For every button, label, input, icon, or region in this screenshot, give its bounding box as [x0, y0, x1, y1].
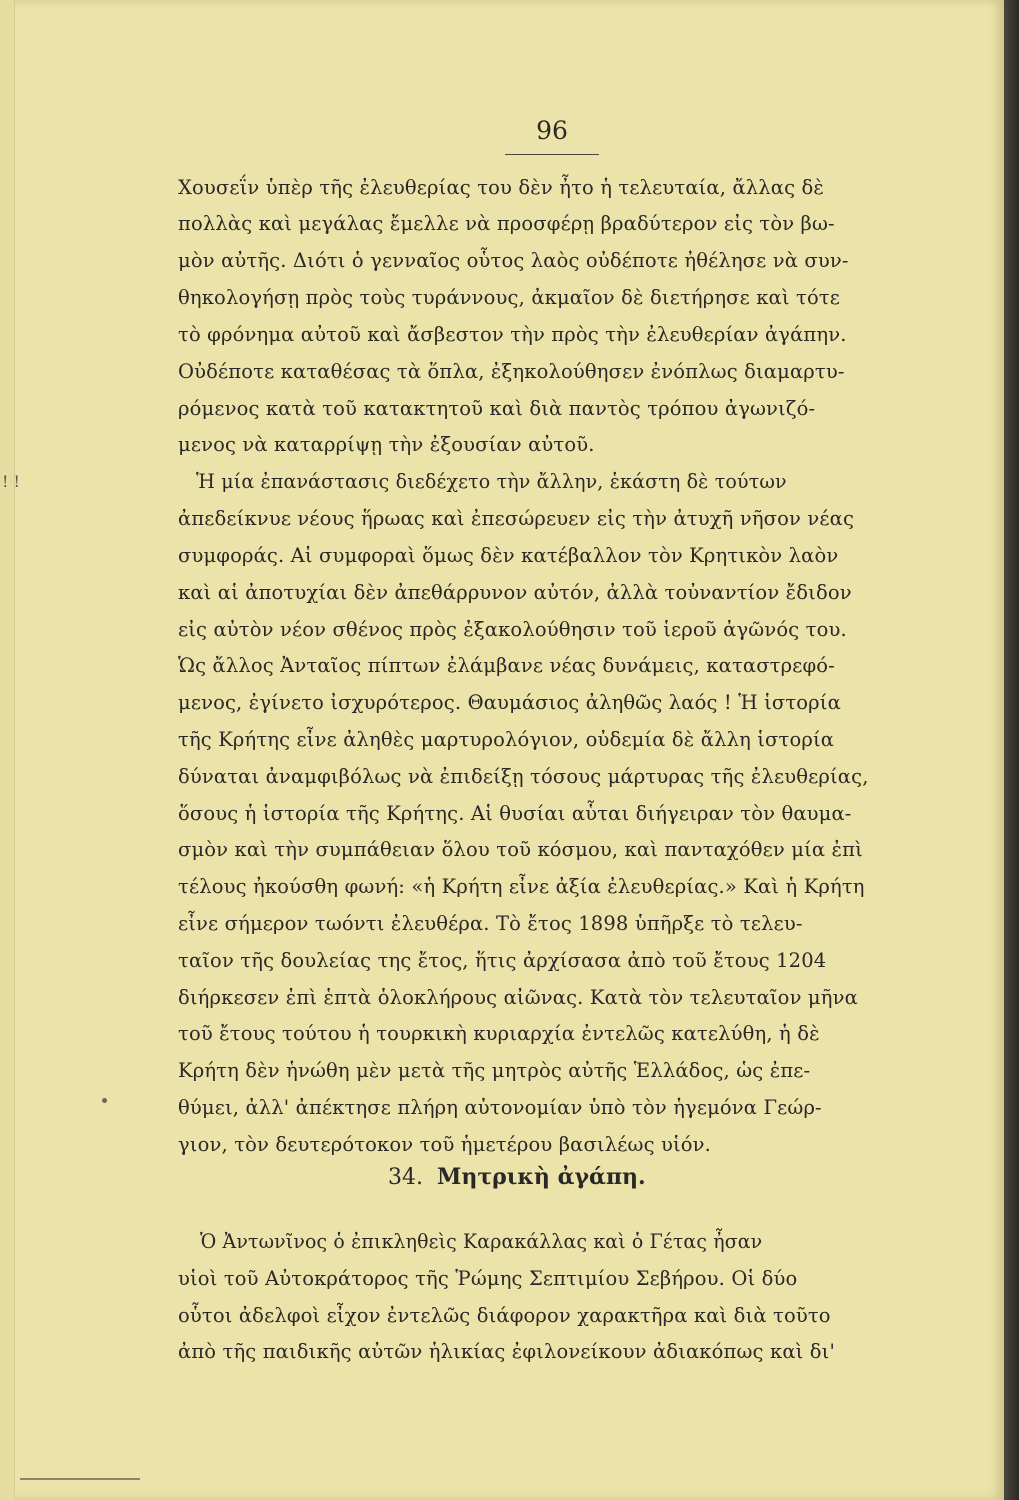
text-line: Κρήτη δὲν ἡνώθη μὲν μετὰ τῆς μητρὸς αὐτῆς Ἑλλάδος, ὡς ἐπε- — [178, 1059, 811, 1082]
text-line: μενος, ἐγίνετο ἰσχυρότερος. Θαυμάσιος ἀληθῶς λαός ! Ἡ ἱστορία — [178, 691, 841, 714]
text-line: δύναται ἀναμφιβόλως νὰ ἐπιδείξῃ τόσους μάρτυρας τῆς ἐλευθερίας, — [178, 765, 869, 788]
text-line: τέλους ἠκούσθη φωνή: «ἡ Κρήτη εἶνε ἀξία ἐλευθερίας.» Καὶ ἡ Κρήτη — [178, 875, 865, 898]
text-line: Ὡς ἄλλος Ἀνταῖος πίπτων ἐλάμβανε νέας δυνάμεις, καταστρεφό- — [178, 654, 835, 677]
text-line: συμφοράς. Αἱ συμφοραὶ ὅμως δὲν κατέβαλλον τὸν Κρητικὸν λαὸν — [178, 544, 839, 567]
text-line: καὶ αἱ ἀποτυχίαι δὲν ἀπεθάρρυνον αὐτόν, ἀλλὰ τοὐναντίον ἔδιδον — [178, 581, 852, 604]
text-line: υἱοὶ τοῦ Αὐτοκράτορος τῆς Ῥώμης Σεπτιμίου Σεβήρου. Οἱ δύο — [178, 1267, 798, 1290]
text-line: εἶνε σήμερον τωόντι ἐλευθέρα. Τὸ ἔτος 1898 ὑπῆρξε τὸ τελευ- — [178, 912, 803, 935]
text-line: θηκολογήσῃ πρὸς τοὺς τυράννους, ἀκμαῖον δὲ διετήρησε καὶ τότε — [178, 286, 841, 309]
text-line: ταῖον τῆς δουλείας της ἔτος, ἥτις ἀρχίσασα ἀπὸ τοῦ ἔτους 1204 — [178, 949, 827, 972]
text-line: μὸν αὐτῆς. Διότι ὁ γενναῖος οὗτος λαὸς οὐδέποτε ἠθέλησε νὰ συν- — [178, 249, 849, 272]
margin-mark: ! ! — [2, 472, 20, 491]
text-line: Ὁ Ἀντωνῖνος ὁ ἐπικληθεὶς Καρακάλλας καὶ ὁ Γέτας ἦσαν — [200, 1230, 763, 1253]
text-line: τοῦ ἔτους τούτου ἡ τουρκικὴ κυριαρχία ἐντελῶς κατελύθη, ἡ δὲ — [178, 1022, 820, 1045]
page-gutter — [0, 0, 15, 1500]
text-line: ὅσους ἡ ἱστορία τῆς Κρήτης. Αἱ θυσίαι αὗται διήγειραν τὸν θαυμα- — [178, 802, 852, 825]
section-number: 34. — [388, 1165, 423, 1190]
text-line: τὸ φρόνημα αὐτοῦ καὶ ἄσβεστον τὴν πρὸς τὴν ἐλευθερίαν ἀγάπην. — [178, 323, 847, 346]
binding-edge — [1004, 0, 1019, 1500]
section-heading — [388, 1164, 646, 1190]
text-line: ἀπὸ τῆς παιδικῆς αὐτῶν ἡλικίας ἐφιλονείκουν ἀδιακόπως καὶ δι' — [178, 1340, 835, 1363]
text-line: ἀπεδείκνυε νέους ἥρωας καὶ ἐπεσώρευεν εἰς τὴν ἀτυχῆ νῆσον νέας — [178, 507, 855, 530]
page-number-rule — [505, 154, 599, 155]
bottom-rule — [20, 1478, 140, 1480]
text-line: εἰς αὐτὸν νέον σθένος πρὸς ἐξακολούθησιν τοῦ ἱεροῦ ἀγῶνός του. — [178, 618, 847, 641]
text-line: γιον, τὸν δευτερότοκον τοῦ ἡμετέρου βασιλέως υἱόν. — [178, 1133, 712, 1156]
text-line: Χουσεΐν ὑπὲρ τῆς ἐλευθερίας του δὲν ἦτο ἡ τελευταία, ἄλλας δὲ — [178, 176, 825, 199]
text-line: πολλὰς καὶ μεγάλας ἔμελλε νὰ προσφέρῃ βραδύτερον εἰς τὸν βω- — [178, 212, 835, 235]
ink-dot — [102, 1098, 107, 1103]
text-line: τῆς Κρήτης εἶνε ἀληθὲς μαρτυρολόγιον, οὐδεμία δὲ ἄλλη ἱστορία — [178, 728, 835, 751]
section-title: Μητρικὴ ἀγάπη. — [437, 1164, 646, 1190]
text-line: ρόμενος κατὰ τοῦ κατακτητοῦ καὶ διὰ παντὸς τρόπου ἀγωνιζό- — [178, 397, 816, 420]
text-line: Οὐδέποτε καταθέσας τὰ ὅπλα, ἐξηκολούθησεν ἐνόπλως διαμαρτυ- — [178, 360, 845, 383]
text-line: Ἡ μία ἐπανάστασις διεδέχετο τὴν ἄλλην, ἑκάστη δὲ τούτων — [196, 470, 787, 493]
text-line: οὗτοι ἀδελφοὶ εἶχον ἐντελῶς διάφορον χαρακτῆρα καὶ διὰ τοῦτο — [178, 1304, 831, 1327]
page-number: 96 — [536, 116, 568, 145]
text-line: μενος νὰ καταρρίψῃ τὴν ἐξουσίαν αὐτοῦ. — [178, 433, 595, 456]
text-line: διήρκεσεν ἐπὶ ἑπτὰ ὁλοκλήρους αἰῶνας. Κατὰ τὸν τελευταῖον μῆνα — [178, 986, 858, 1009]
text-line: σμὸν καὶ τὴν συμπάθειαν ὅλου τοῦ κόσμου, καὶ πανταχόθεν μία ἐπὶ — [178, 838, 863, 861]
text-line: θύμει, ἀλλ' ἀπέκτησε πλήρη αὐτονομίαν ὑπὸ τὸν ἡγεμόνα Γεώρ- — [178, 1096, 822, 1119]
